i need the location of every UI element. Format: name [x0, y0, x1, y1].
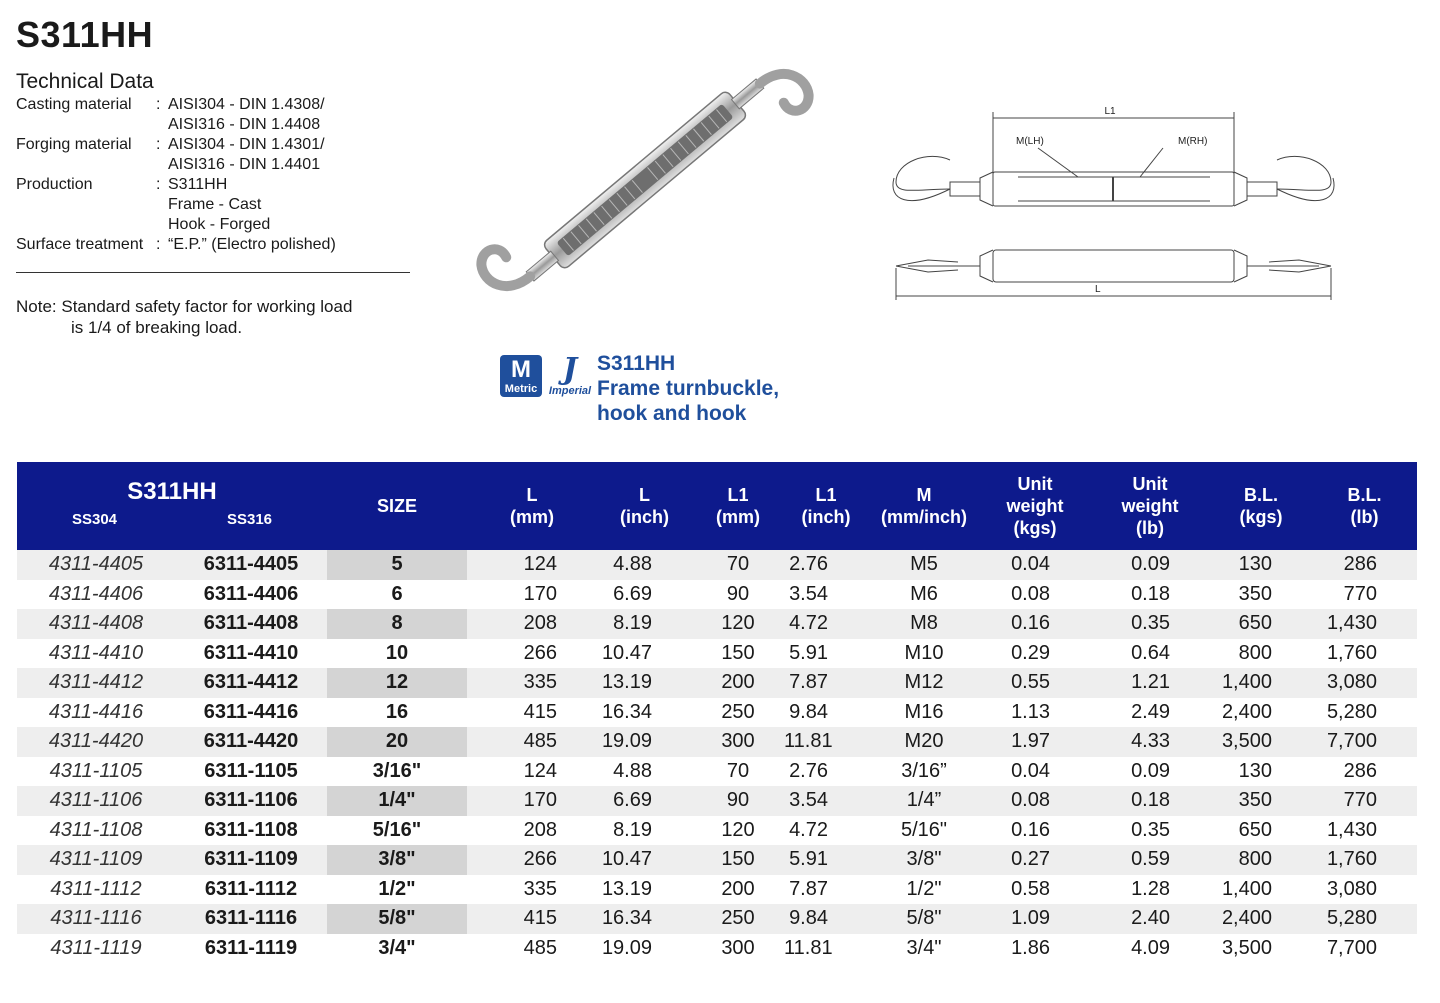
spec-colon: : [156, 136, 161, 153]
table-cell: 150 [721, 641, 755, 664]
table-cell: 350 [1210, 786, 1312, 816]
product-photo [455, 35, 845, 325]
table-cell: 6311-1116 [175, 904, 327, 934]
table-row [17, 816, 1417, 846]
table-cell: 300 [721, 936, 755, 959]
spec-label: Production [16, 176, 93, 193]
table-cell: 19.09 [601, 936, 652, 959]
table-cell: 170 [467, 786, 597, 816]
table-cell: 4.88 [597, 550, 692, 580]
table-row [17, 698, 1417, 728]
product-code: S311HH [597, 352, 676, 375]
table-cell: 3.54 [789, 582, 828, 605]
dimension-label-l: L [1095, 284, 1101, 295]
table-cell: 1,430 [1326, 818, 1377, 841]
column-header: B.L. (kgs) [1210, 462, 1312, 550]
table-row [17, 580, 1417, 610]
table-cell: 4311-1105 [49, 759, 143, 782]
table-cell: 4.72 [784, 609, 868, 639]
column-header: SIZE [327, 462, 467, 550]
table-cell: 4311-1106 [17, 786, 175, 816]
table-cell: 4311-4406 [48, 582, 144, 605]
table-cell: 90 [726, 582, 750, 605]
divider [16, 272, 410, 273]
table-cell: 0.04 [980, 550, 1090, 580]
table-cell: 120 [721, 818, 755, 841]
table-cell: 2.76 [784, 550, 868, 580]
spec-colon: : [156, 176, 161, 193]
table-cell: 0.35 [1131, 818, 1170, 841]
table-row [17, 845, 1417, 875]
table-cell: 1,400 [1221, 877, 1272, 900]
table-cell: 0.08 [980, 786, 1090, 816]
dimension-label-m-lh: M(LH) [1016, 136, 1044, 147]
spec-list [16, 95, 336, 255]
table-cell: 1,400 [1210, 668, 1312, 698]
metric-badge-letter: M [511, 356, 531, 383]
table-cell: 9.84 [784, 904, 868, 934]
table-cell: 0.64 [1131, 641, 1170, 664]
table-group-header: S311HH [127, 478, 217, 505]
table-cell: 208 [523, 818, 557, 841]
spec-colon: : [156, 96, 161, 113]
column-header: L (inch) [597, 462, 692, 550]
column-header: L (mm) [467, 462, 597, 550]
table-cell: 0.59 [1090, 845, 1210, 875]
table-cell: 70 [692, 550, 784, 580]
technical-drawing [888, 100, 1338, 310]
table-cell: 266 [467, 845, 597, 875]
spec-value: “E.P.” (Electro polished) [168, 236, 336, 253]
table-cell: 7,700 [1326, 936, 1377, 959]
table-row [17, 550, 1417, 580]
table-cell: 5.91 [784, 845, 868, 875]
table-cell: 130 [1238, 759, 1272, 782]
table-cell: 1/4” [868, 786, 980, 816]
table-cell: M12 [868, 668, 980, 698]
table-cell: 6311-4408 [175, 609, 327, 639]
table-cell: 0.55 [980, 668, 1090, 698]
table-cell: 7.87 [789, 877, 828, 900]
table-cell: 8 [327, 609, 467, 639]
table-cell: 13.19 [597, 668, 692, 698]
table-row [17, 668, 1417, 698]
spec-row [16, 95, 336, 135]
note-line: Note: Standard safety factor for working load [16, 297, 353, 316]
spec-label: Surface treatment [16, 236, 144, 253]
note-line: is 1/4 of breaking load. [71, 318, 243, 337]
table-cell: 4311-1108 [49, 818, 143, 841]
table-cell: 5/16" [900, 818, 948, 841]
table-cell: 124 [523, 759, 557, 782]
table-row [17, 934, 1417, 964]
table-cell: 1.97 [980, 727, 1090, 757]
imperial-badge-label: Imperial [548, 385, 592, 397]
table-cell: 3,080 [1312, 668, 1417, 698]
table-cell: 20 [327, 727, 467, 757]
table-cell: M16 [904, 700, 944, 723]
note [16, 296, 352, 338]
table-cell: 11.81 [784, 936, 833, 959]
table-cell: 2.76 [789, 759, 828, 782]
table-cell: 16.34 [601, 700, 652, 723]
table-cell: 6311-1105 [204, 759, 298, 782]
table-cell: 5/8" [868, 904, 980, 934]
table-cell: 11.81 [784, 727, 868, 757]
dimension-label-l1: L1 [1104, 106, 1116, 117]
table-cell: 1.21 [1090, 668, 1210, 698]
table-cell: 4311-1109 [17, 845, 175, 875]
table-cell: 485 [523, 936, 557, 959]
table-cell: 1.28 [1131, 877, 1170, 900]
table-cell: 650 [1238, 818, 1272, 841]
table-cell: 6311-1108 [204, 818, 298, 841]
technical-data-title: Technical Data [16, 70, 154, 93]
table-cell: 415 [523, 700, 557, 723]
table-cell: 4311-4410 [48, 641, 144, 664]
table-cell: 1.09 [980, 904, 1090, 934]
table-cell: 1/2" [378, 877, 416, 900]
column-header-ss316: SS316 [226, 511, 273, 528]
table-cell: 0.09 [1131, 759, 1170, 782]
table-cell: 4311-1112 [50, 877, 142, 900]
column-header: Unit weight (lb) [1090, 462, 1210, 550]
table-cell: 4311-4412 [17, 668, 175, 698]
table-cell: 5,280 [1312, 904, 1417, 934]
table-cell: M20 [868, 727, 980, 757]
table-cell: 2.40 [1090, 904, 1210, 934]
table-cell: 415 [467, 904, 597, 934]
table-cell: 130 [1210, 550, 1312, 580]
column-header-model [17, 462, 327, 550]
column-header: M (mm/inch) [868, 462, 980, 550]
column-header: L1 (inch) [784, 462, 868, 550]
column-header-ss304: SS304 [71, 511, 118, 528]
table-cell: 1/4" [327, 786, 467, 816]
spec-row [16, 235, 336, 255]
table-cell: 6311-4405 [175, 550, 327, 580]
spec-value: AISI316 - DIN 1.4401 [168, 156, 321, 173]
table-cell: 10 [385, 641, 409, 664]
table-cell: M6 [910, 582, 938, 605]
table-cell: 7,700 [1312, 727, 1417, 757]
table-cell: 3.54 [784, 786, 868, 816]
table-cell: 3,500 [1221, 936, 1272, 959]
table-cell: 0.27 [980, 845, 1090, 875]
table-cell: M8 [868, 609, 980, 639]
table-cell: 1,760 [1326, 641, 1377, 664]
table-cell: 1.86 [1011, 936, 1050, 959]
table-cell: 1/2" [906, 877, 942, 900]
table-cell: 4.09 [1131, 936, 1170, 959]
table-cell: 6311-4420 [175, 727, 327, 757]
table-cell: 9.84 [789, 700, 828, 723]
table-cell: 0.09 [1090, 550, 1210, 580]
table-cell: 8.19 [597, 609, 692, 639]
table-cell: 3/8" [327, 845, 467, 875]
table-cell: M10 [904, 641, 944, 664]
table-cell: 4311-4420 [17, 727, 175, 757]
table-cell: 250 [692, 904, 784, 934]
spec-value: Frame - Cast [168, 196, 262, 213]
table-cell: 800 [1238, 641, 1272, 664]
table-cell: 650 [1210, 609, 1312, 639]
table-cell: 4.72 [789, 818, 828, 841]
table-cell: 6311-4410 [203, 641, 299, 664]
column-header: Unit weight (kgs) [980, 462, 1090, 550]
table-cell: 0.18 [1131, 582, 1170, 605]
table-row [17, 786, 1417, 816]
table-cell: 10.47 [601, 641, 652, 664]
table-cell: 3,500 [1210, 727, 1312, 757]
table-cell: 485 [467, 727, 597, 757]
table-cell: 6311-4406 [203, 582, 299, 605]
table-cell: 800 [1210, 845, 1312, 875]
table-cell: 208 [467, 609, 597, 639]
table-cell: 1,760 [1312, 845, 1417, 875]
product-title [597, 351, 779, 426]
table-row [17, 609, 1417, 639]
table-cell: 4311-1119 [50, 936, 142, 959]
table-cell: 1,430 [1312, 609, 1417, 639]
table-cell: 2.49 [1131, 700, 1170, 723]
spec-value: AISI304 - DIN 1.4301/ [168, 136, 325, 153]
table-cell: 6311-1106 [175, 786, 327, 816]
table-cell: 286 [1343, 759, 1377, 782]
table-cell: 4311-1116 [17, 904, 175, 934]
metric-badge-label: Metric [504, 383, 538, 395]
table-body [17, 550, 1417, 963]
table-cell: 770 [1343, 582, 1377, 605]
table-cell: 150 [692, 845, 784, 875]
spec-value: Hook - Forged [168, 216, 271, 233]
spec-colon: : [156, 236, 161, 253]
table-cell: 5/8" [327, 904, 467, 934]
table-cell: 250 [721, 700, 755, 723]
table-row [17, 727, 1417, 757]
table-cell: 5,280 [1326, 700, 1377, 723]
table-cell: 170 [523, 582, 557, 605]
spec-value: AISI316 - DIN 1.4408 [168, 116, 321, 133]
table-cell: 70 [726, 759, 750, 782]
table-cell: 0.16 [980, 609, 1090, 639]
spec-label: Forging material [16, 136, 132, 153]
imperial-badge [548, 352, 592, 397]
table-cell: 6 [391, 582, 403, 605]
table-row [17, 904, 1417, 934]
table-cell: 6.69 [597, 786, 692, 816]
table-cell: 8.19 [613, 818, 652, 841]
table-cell: 200 [721, 877, 755, 900]
table-cell: 6311-1109 [175, 845, 327, 875]
table-cell: 4.33 [1090, 727, 1210, 757]
table-row [17, 875, 1417, 905]
table-cell: 0.58 [1011, 877, 1050, 900]
table-row [17, 757, 1417, 787]
page-title: S311HH [16, 14, 154, 55]
table-cell: 4311-4408 [17, 609, 175, 639]
table-cell: 16.34 [597, 904, 692, 934]
column-header: B.L. (lb) [1312, 462, 1417, 550]
table-cell: 1.13 [1011, 700, 1050, 723]
table-cell: 3/8" [868, 845, 980, 875]
table-cell: 5.91 [789, 641, 828, 664]
metric-badge [500, 355, 542, 397]
table-cell: 16 [385, 700, 409, 723]
table-cell: 266 [523, 641, 557, 664]
table-cell: 5 [327, 550, 467, 580]
spec-row [16, 135, 336, 175]
table-cell: 3/4" [378, 936, 416, 959]
table-cell: 0.16 [1011, 818, 1050, 841]
table-row [17, 639, 1417, 669]
table-cell: 4.88 [613, 759, 652, 782]
table-cell: 3,080 [1326, 877, 1377, 900]
table-cell: 3/4" [906, 936, 942, 959]
table-cell: 770 [1312, 786, 1417, 816]
table-cell: 7.87 [784, 668, 868, 698]
product-name-line: hook and hook [597, 402, 747, 425]
table-cell: 3/16" [372, 759, 422, 782]
table-header-row [17, 462, 1417, 550]
table-cell: 3/16” [901, 759, 947, 782]
product-name-line: Frame turnbuckle, [597, 377, 780, 400]
table-cell: 4311-4416 [48, 700, 144, 723]
table-cell: 2,400 [1221, 700, 1272, 723]
spec-value: S311HH [168, 176, 228, 193]
table-cell: 2,400 [1210, 904, 1312, 934]
table-cell: 5/16" [372, 818, 422, 841]
table-cell: 0.18 [1090, 786, 1210, 816]
table-cell: 124 [467, 550, 597, 580]
table-cell: 335 [467, 668, 597, 698]
table-cell: 286 [1312, 550, 1417, 580]
imperial-badge-letter: J [562, 352, 578, 387]
table-cell: 10.47 [597, 845, 692, 875]
column-header: L1 (mm) [692, 462, 784, 550]
table-cell: 6311-1119 [204, 936, 298, 959]
table-cell: 0.35 [1090, 609, 1210, 639]
table-cell: 13.19 [601, 877, 652, 900]
dimension-label-m-rh: M(RH) [1178, 136, 1208, 147]
table-cell: 12 [327, 668, 467, 698]
spec-row [16, 175, 336, 235]
table-cell: 0.29 [1011, 641, 1050, 664]
table-cell: 335 [523, 877, 557, 900]
table-cell: 6311-4412 [175, 668, 327, 698]
table-cell: 6.69 [613, 582, 652, 605]
table-cell: 350 [1238, 582, 1272, 605]
table-cell: 300 [692, 727, 784, 757]
table-cell: 120 [692, 609, 784, 639]
table-cell: 90 [692, 786, 784, 816]
spec-label: Casting material [16, 96, 132, 113]
table-cell: M5 [868, 550, 980, 580]
table-cell: 0.04 [1011, 759, 1050, 782]
spec-table [17, 462, 1417, 963]
table-cell: 6311-4416 [203, 700, 299, 723]
table-cell: 4311-4405 [17, 550, 175, 580]
table-cell: 0.08 [1011, 582, 1050, 605]
table-cell: 200 [692, 668, 784, 698]
spec-value: AISI304 - DIN 1.4308/ [168, 96, 325, 113]
table-cell: 6311-1112 [204, 877, 298, 900]
table-cell: 19.09 [597, 727, 692, 757]
